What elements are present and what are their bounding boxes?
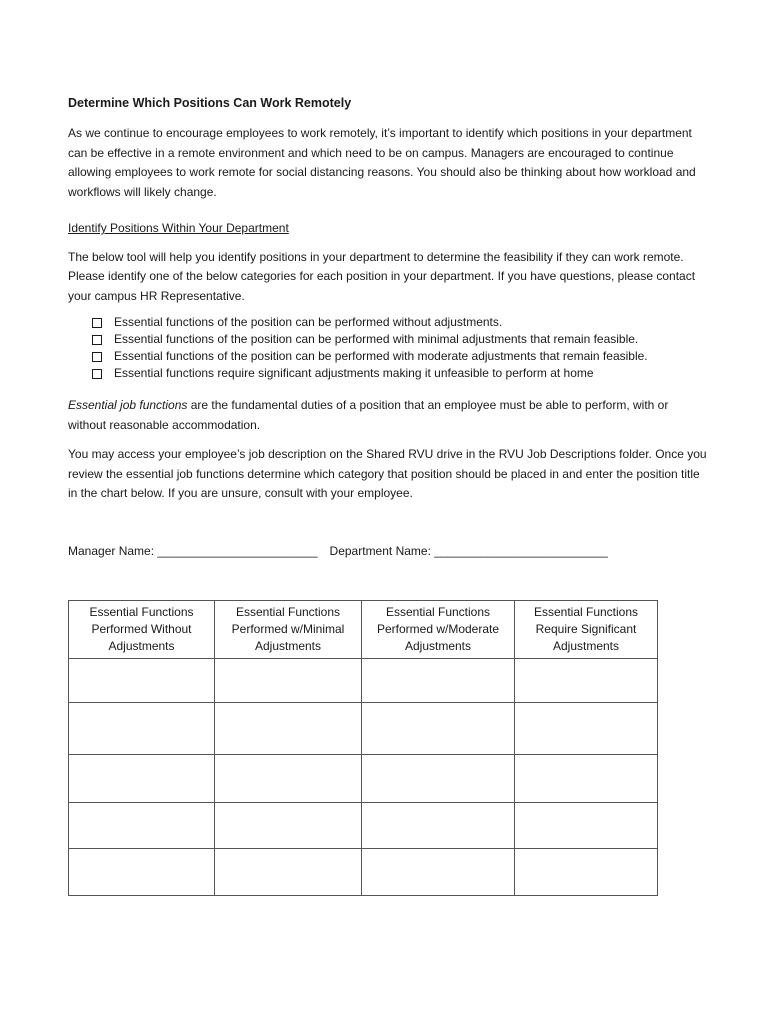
table-row	[69, 755, 658, 803]
access-note-paragraph: You may access your employee’s job description on the Shared RVU drive in the RVU Job Descriptions folder. Once you review the essential job functions determine which category that position should be placed in and enter the position title in the chart below. If you are unsure, consult with your employee.	[68, 447, 707, 500]
header-line: Adjustments	[254, 639, 322, 653]
checkbox[interactable]	[92, 335, 102, 345]
header-line: Adjustments	[404, 639, 472, 653]
header-line: Essential Functions	[89, 605, 194, 619]
checklist-item-label: Essential functions of the position can be performed with minimal adjustments that remain feasible.	[114, 332, 639, 346]
table-row	[69, 703, 658, 755]
table-cell[interactable]	[69, 755, 215, 803]
header-line: Performed Without	[91, 622, 192, 636]
header-line: Essential Functions	[533, 605, 639, 619]
definition-text: are the fundamental duties of a position that an employee must be able to perform, with or without reasonable accommodation.	[68, 398, 669, 432]
table-row	[69, 849, 658, 896]
checklist-item-label: Essential functions of the position can be performed without adjustments.	[114, 315, 503, 329]
header-line: Require Significant	[535, 622, 637, 636]
table-cell[interactable]	[362, 755, 515, 803]
table-cell[interactable]	[69, 803, 215, 849]
header-line: Adjustments	[552, 639, 620, 653]
table-cell[interactable]	[215, 659, 362, 703]
table-cell[interactable]	[515, 755, 658, 803]
definition-paragraph	[68, 396, 708, 435]
manager-name-field[interactable]: Manager Name: ________________________	[68, 543, 318, 558]
chart-header-row	[69, 601, 658, 659]
checklist-item	[92, 365, 708, 382]
table-cell[interactable]	[515, 703, 658, 755]
name-fields	[68, 542, 708, 562]
table-cell[interactable]	[362, 659, 515, 703]
department-name-field[interactable]: Department Name: __________________________	[329, 543, 608, 558]
table-cell[interactable]	[515, 659, 658, 703]
header-moderate-adjustments	[362, 601, 515, 659]
table-cell[interactable]	[362, 703, 515, 755]
table-row	[69, 803, 658, 849]
document-content	[68, 94, 708, 896]
header-significant-adjustments	[515, 601, 658, 659]
header-line: Performed w/Minimal	[231, 622, 345, 636]
checklist-item-label: Essential functions of the position can be performed with moderate adjustments that remain feasible.	[114, 349, 648, 363]
header-line: Performed w/Moderate	[376, 622, 500, 636]
header-line: Essential Functions	[235, 605, 341, 619]
page-title: Determine Which Positions Can Work Remotely	[68, 96, 352, 110]
category-checklist	[92, 314, 708, 382]
table-cell[interactable]	[515, 849, 658, 896]
checklist-item	[92, 331, 708, 348]
table-cell[interactable]	[69, 659, 215, 703]
checkbox[interactable]	[92, 318, 102, 328]
checkbox[interactable]	[92, 369, 102, 379]
header-without-adjustments	[69, 601, 215, 659]
definition-term: Essential job functions	[68, 398, 188, 412]
intro-paragraph: As we continue to encourage employees to work remotely, it’s important to identify which positions in your department can be effective in a remote environment and which need to be on campus. Managers are encouraged to continue allowing employees to work remote for social distancing reasons. You should also be thinking about how workload and workflows will likely change.	[68, 126, 696, 199]
table-cell[interactable]	[215, 849, 362, 896]
table-cell[interactable]	[215, 803, 362, 849]
table-cell[interactable]	[515, 803, 658, 849]
table-cell[interactable]	[215, 755, 362, 803]
table-cell[interactable]	[215, 703, 362, 755]
header-line: Adjustments	[108, 639, 175, 653]
table-cell[interactable]	[69, 703, 215, 755]
table-cell[interactable]	[362, 849, 515, 896]
header-line: Essential Functions	[385, 605, 491, 619]
checklist-item	[92, 348, 708, 365]
table-cell[interactable]	[69, 849, 215, 896]
tool-description-paragraph: The below tool will help you identify positions in your department to determine the feasibility if they can work remote. Please identify one of the below categories for each position in your department. If you have questions, please contact your campus HR Representative.	[68, 249, 696, 303]
header-minimal-adjustments	[215, 601, 362, 659]
table-cell[interactable]	[362, 803, 515, 849]
checklist-item	[92, 314, 708, 331]
checklist-item-label: Essential functions require significant adjustments making it unfeasible to perform at home	[114, 366, 594, 380]
section-heading: Identify Positions Within Your Department	[68, 221, 289, 235]
checkbox[interactable]	[92, 352, 102, 362]
positions-chart	[68, 600, 658, 896]
table-row	[69, 659, 658, 703]
